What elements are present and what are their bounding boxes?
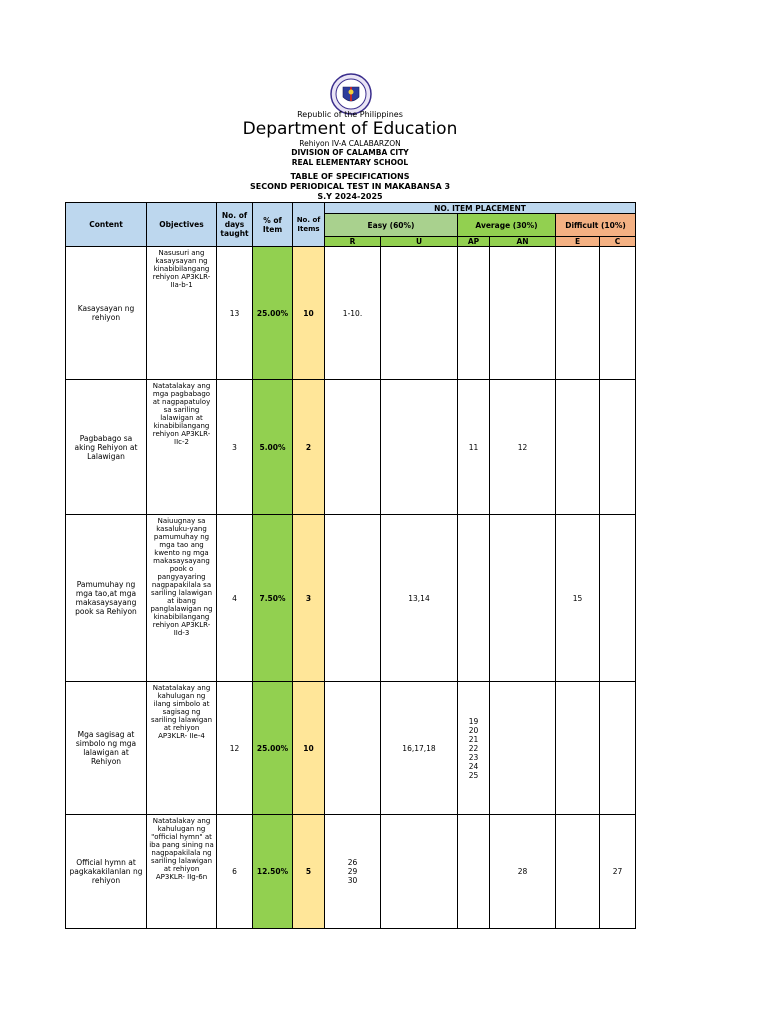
col-header-an: AN — [490, 237, 556, 247]
row-percent: 7.50% — [253, 515, 293, 682]
row-c: 27 — [600, 815, 636, 929]
row-e — [556, 380, 600, 515]
col-header-c: C — [600, 237, 636, 247]
row-percent: 25.00% — [253, 682, 293, 815]
row-r — [325, 515, 381, 682]
row-objective: Nasusuri ang kasaysayan ng kinabibilangang rehiyon AP3KLR- IIa-b-1 — [147, 247, 217, 380]
row-e — [556, 682, 600, 815]
row-items: 5 — [293, 815, 325, 929]
col-header-r: R — [325, 237, 381, 247]
row-objective: Naiuugnay sa kasaluku-yang pamumuhay ng mga tao ang kwento ng mga makasaysayang pook o pangyayaring nagpapakilala sa sariling lalawigan at ibang panglalawigan ng kinabibilangang rehiyon AP3KLR- IId-3 — [147, 515, 217, 682]
row-an — [490, 682, 556, 815]
row-items: 3 — [293, 515, 325, 682]
row-u: 16,17,18 — [381, 682, 458, 815]
row-percent: 25.00% — [253, 247, 293, 380]
row-days: 6 — [217, 815, 253, 929]
row-u — [381, 380, 458, 515]
table-row — [66, 815, 636, 929]
row-items: 2 — [293, 380, 325, 515]
table-row — [66, 380, 636, 515]
row-days: 3 — [217, 380, 253, 515]
row-c — [600, 682, 636, 815]
col-header-objectives: Objectives — [147, 203, 217, 247]
col-header-easy: Easy (60%) — [325, 214, 458, 237]
row-content: Kasaysayan ng rehiyon — [66, 247, 147, 380]
row-r — [325, 682, 381, 815]
col-header-difficult: Difficult (10%) — [556, 214, 636, 237]
row-u — [381, 247, 458, 380]
row-c — [600, 247, 636, 380]
school-line: REAL ELEMENTARY SCHOOL — [291, 158, 409, 167]
row-days: 4 — [217, 515, 253, 682]
region-line: Rehiyon IV-A CALABARZON — [299, 139, 401, 148]
row-r: 1-10. — [325, 247, 381, 380]
department-title: Department of Education — [242, 119, 458, 139]
col-header-average: Average (30%) — [458, 214, 556, 237]
row-c — [600, 515, 636, 682]
row-r: 26 29 30 — [325, 815, 381, 929]
row-percent: 5.00% — [253, 380, 293, 515]
row-e — [556, 247, 600, 380]
row-objective: Natatalakay ang kahulugan ng "official hymn" at iba pang sining na nagpapakilala ng sariling lalawigan at rehiyon AP3KLR- IIg-6n — [147, 815, 217, 929]
row-content: Mga sagisag at simbolo ng mga lalawigan at Rehiyon — [66, 682, 147, 815]
col-header-u: U — [381, 237, 458, 247]
row-ap — [458, 815, 490, 929]
test-name: SECOND PERIODICAL TEST IN MAKABANSA 3 — [249, 182, 451, 191]
col-header-placement: NO. ITEM PLACEMENT — [325, 203, 636, 214]
col-header-items: No. of Items — [293, 203, 325, 247]
row-r — [325, 380, 381, 515]
row-an — [490, 515, 556, 682]
division-line: DIVISION OF CALAMBA CITY — [291, 148, 409, 157]
table-row — [66, 682, 636, 815]
table-row — [66, 247, 636, 380]
col-header-percent: % of Item — [253, 203, 293, 247]
col-header-e: E — [556, 237, 600, 247]
row-c — [600, 380, 636, 515]
row-u — [381, 815, 458, 929]
table-of-specifications — [65, 202, 636, 929]
row-ap — [458, 247, 490, 380]
row-ap: 19 20 21 22 23 24 25 — [458, 682, 490, 815]
row-content: Pagbabago sa aking Rehiyon at Lalawigan — [66, 380, 147, 515]
row-days: 13 — [217, 247, 253, 380]
row-items: 10 — [293, 682, 325, 815]
row-an: 12 — [490, 380, 556, 515]
col-header-days: No. of days taught — [217, 203, 253, 247]
row-content: Pamumuhay ng mga tao,at mga makasaysayang pook sa Rehiyon — [66, 515, 147, 682]
row-days: 12 — [217, 682, 253, 815]
row-percent: 12.50% — [253, 815, 293, 929]
row-u: 13,14 — [381, 515, 458, 682]
row-ap — [458, 515, 490, 682]
republic-line: Republic of the Philippines — [297, 110, 403, 119]
col-header-ap: AP — [458, 237, 490, 247]
col-header-content: Content — [66, 203, 147, 247]
row-an: 28 — [490, 815, 556, 929]
row-items: 10 — [293, 247, 325, 380]
row-ap: 11 — [458, 380, 490, 515]
row-objective: Natatalakay ang kahulugan ng ilang simbolo at sagisag ng sariling lalawigan at rehiyon AP3KLR- IIe-4 — [147, 682, 217, 815]
row-e — [556, 815, 600, 929]
row-e: 15 — [556, 515, 600, 682]
deped-seal-logo — [330, 73, 372, 115]
row-objective: Natatalakay ang mga pagbabago at nagpapatuloy sa sariling lalawigan at kinabibilangang rehiyon AP3KLR- IIc-2 — [147, 380, 217, 515]
row-an — [490, 247, 556, 380]
row-content: Official hymn at pagkakakilanlan ng rehiyon — [66, 815, 147, 929]
school-year: S.Y 2024-2025 — [317, 192, 383, 201]
table-row — [66, 515, 636, 682]
document-title: TABLE OF SPECIFICATIONS — [290, 172, 410, 181]
